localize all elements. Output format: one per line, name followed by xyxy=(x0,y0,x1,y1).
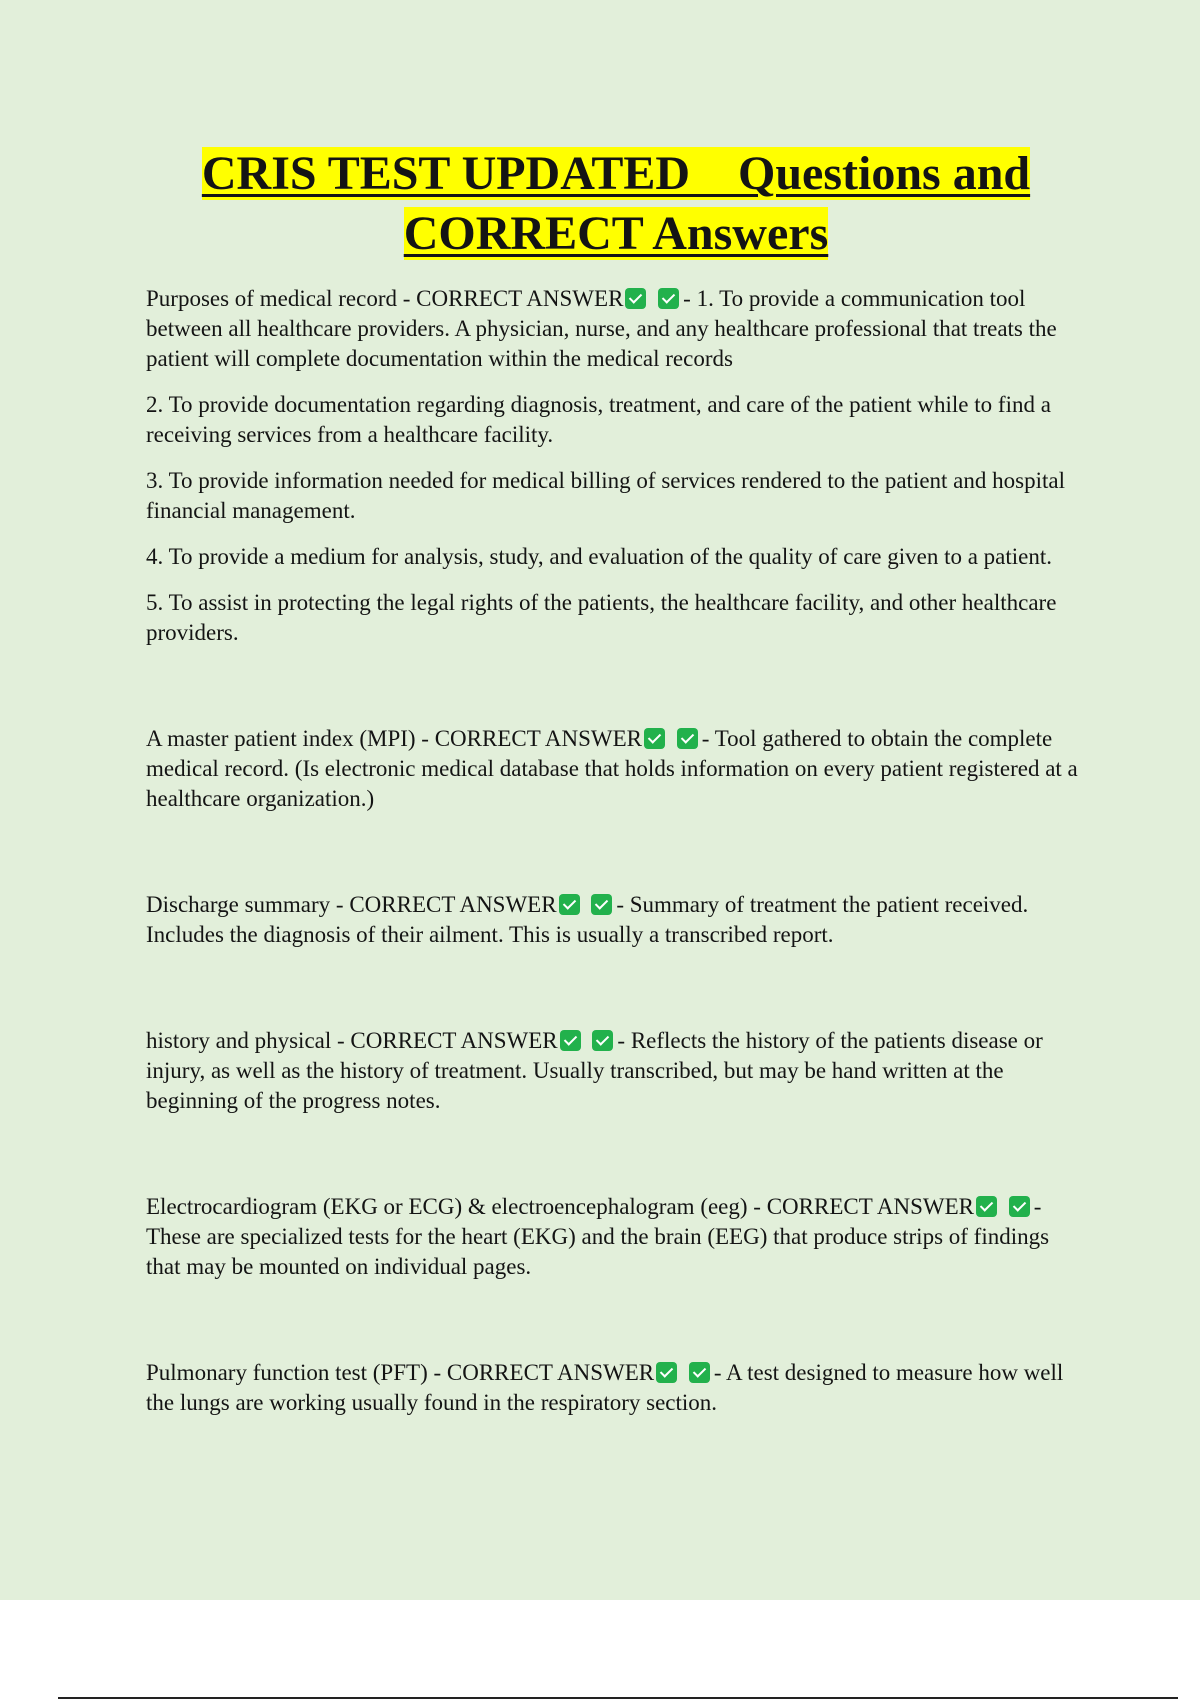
check-icon xyxy=(560,1030,581,1051)
qa-answer: - These are specialized tests for the heart (EKG) and the brain (EEG) that produce strips of findings that may be mounted on individual pages. xyxy=(146,1194,1050,1279)
qa-answer: - Summary of treatment the patient received. Includes the diagnosis of their ailment. This is usually a transcribed report. xyxy=(146,892,1029,947)
footer-rule xyxy=(58,1697,1178,1699)
qa-answer: - 1. To provide a communication tool between all healthcare providers. A physician, nurse, and any healthcare professional that treats the patient will complete documentation within the medical records xyxy=(146,286,1057,371)
check-icon xyxy=(689,1362,710,1383)
qa-term: Discharge summary - CORRECT ANSWER xyxy=(146,892,557,917)
qa-term: history and physical - CORRECT ANSWER xyxy=(146,1028,558,1053)
qa-answer: - Reflects the history of the patients disease or injury, as well as the history of treatment. Usually transcribed, but may be hand written at the beginning of the progress notes. xyxy=(146,1028,1043,1113)
check-icon xyxy=(677,728,698,749)
check-icon xyxy=(1009,1196,1030,1217)
qa-answer: - A test designed to measure how well the lungs are working usually found in the respiratory section. xyxy=(146,1360,1064,1415)
title-line-2: CORRECT Answers xyxy=(403,207,829,260)
qa-term: A master patient index (MPI) - CORRECT ANSWER xyxy=(146,726,642,751)
purpose-item-4: 4. To provide a medium for analysis, study, and evaluation of the quality of care given to a patient. xyxy=(146,544,1053,569)
purpose-item-2: 2. To provide documentation regarding diagnosis, treatment, and care of the patient while to find a receiving services from a healthcare facility. xyxy=(146,392,1051,447)
qa-item-history-physical xyxy=(146,1026,1086,1116)
check-icon xyxy=(625,288,646,309)
qa-item-mpi xyxy=(146,724,1086,814)
check-icon xyxy=(591,894,612,915)
check-icon xyxy=(559,894,580,915)
purpose-item-3: 3. To provide information needed for medical billing of services rendered to the patient and hospital financial management. xyxy=(146,468,1065,523)
qa-item-pft xyxy=(146,1358,1086,1418)
check-icon xyxy=(592,1030,613,1051)
purpose-item-5: 5. To assist in protecting the legal rights of the patients, the healthcare facility, and other healthcare providers. xyxy=(146,590,1057,645)
qa-item-ekg-eeg xyxy=(146,1192,1086,1282)
qa-term: Purposes of medical record - CORRECT ANSWER xyxy=(146,286,624,311)
qa-content xyxy=(146,284,1086,1434)
document-title xyxy=(0,144,1200,264)
check-icon xyxy=(644,728,665,749)
qa-term: Pulmonary function test (PFT) - CORRECT ANSWER xyxy=(146,1360,655,1385)
qa-item-discharge-summary xyxy=(146,890,1086,950)
check-icon xyxy=(658,288,679,309)
qa-item-purposes xyxy=(146,284,1086,374)
qa-answer: - Tool gathered to obtain the complete medical record. (Is electronic medical database that holds information on every patient registered at a healthcare organization.) xyxy=(146,726,1078,811)
qa-term: Electrocardiogram (EKG or ECG) & electroencephalogram (eeg) - CORRECT ANSWER xyxy=(146,1194,974,1219)
check-icon xyxy=(976,1196,997,1217)
check-icon xyxy=(656,1362,677,1383)
title-line-1: CRIS TEST UPDATED Questions and xyxy=(201,147,1031,200)
